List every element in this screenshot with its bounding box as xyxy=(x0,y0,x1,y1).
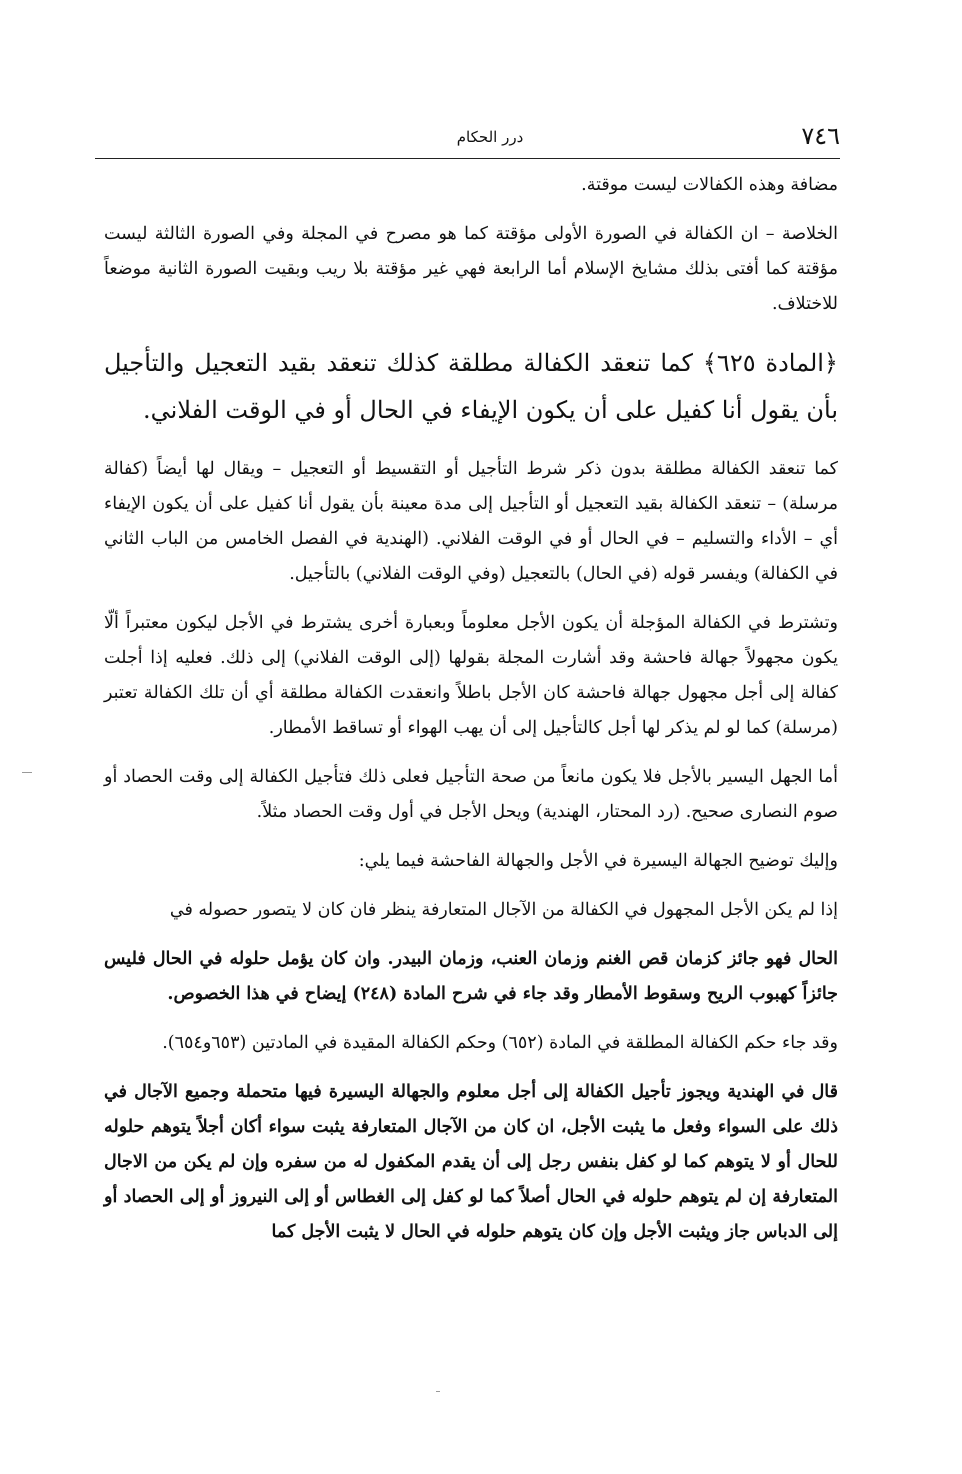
page-number: ٧٤٦ xyxy=(801,122,840,150)
running-title: درر الحكام xyxy=(456,128,524,146)
paragraph-clarification-intro: وإليك توضيح الجهالة اليسيرة في الأجل والجهالة الفاحشة فيما يلي: xyxy=(358,851,838,871)
paragraph-deferred-condition: وتشترط في الكفالة المؤجلة أن يكون الأجل معلوماً وبعبارة أخرى يشترط في الأجل ليكون معتبراً ألّا يكون مجهولاً جهالة فاحشة وقد أشارت المجلة بقولها (إلى الوقت الفلاني) إلى ذلك. فعليه إذا أجلت كفالة إلى أجل مجهول جهالة فاحشة كان الأجل باطلاً وانعقدت الكفالة مطلقة أي أن تلك الكفالة تعتبر (مرسلة) كما لو لم يذكر لها أجل كالتأجيل إلى أن يهب الهواء أو تساقط الأمطار. xyxy=(104,613,838,738)
paragraph-references: وقد جاء حكم الكفالة المطلقة في المادة (٦٥٢) وحكم الكفالة المقيدة في المادتين (٦٥٣و٦٥٤). xyxy=(162,1033,838,1053)
header-rule xyxy=(95,158,840,159)
footer-mark xyxy=(436,1391,440,1392)
article-625: ﴿المادة ٦٢٥﴾ كما تنعقد الكفالة مطلقة كذلك تنعقد بقيد التعجيل والتأجيل بأن يقول أنا كفيل على أن يكون الإيفاء في الحال أو في الوقت الفلاني. xyxy=(104,349,838,424)
paragraph-minor-ignorance: أما الجهل اليسير بالأجل فلا يكون مانعاً من صحة التأجيل فعلى ذلك فتأجيل الكفالة إلى وقت الحصاد أو صوم النصارى صحيح. (رد المحتار، الهندية) ويحل الأجل في أول وقت الحصاد مثلاً. xyxy=(104,767,838,822)
page-header xyxy=(95,118,840,158)
body-text xyxy=(104,168,838,1264)
paragraph-explanation: كما تنعقد الكفالة مطلقة بدون ذكر شرط التأجيل أو التقسيط أو التعجيل – ويقال لها أيضاً (كفالة مرسلة) – تنعقد الكفالة بقيد التعجيل أو التأجيل إلى مدة معينة بأن يقول أنا كفيل على أن يكون الإيفاء أي – الأداء والتسليم – في الحال أو في الوقت الفلاني. (الهندية في الفصل الخامس من الباب الثاني في الكفالة) ويفسر قوله (في الحال) بالتعجيل (وفي الوقت الفلاني) بالتأجيل. xyxy=(104,459,838,584)
paragraph-conclusion: الخلاصة – ان الكفالة في الصورة الأولى مؤقتة كما هو مصرح في المجلة وفي الصورة الثالثة ليست مؤقتة كما أفتى بذلك مشايخ الإسلام أما الرابعة فهي غير مؤقتة بلا ريب وبقيت الصورة الثانية موضعاً للاختلاف. xyxy=(104,224,838,314)
paragraph-unknown-term: إذا لم يكن الأجل المجهول في الكفالة من الآجال المتعارفة ينظر فان كان لا يتصور حصوله في xyxy=(169,900,838,920)
paragraph-examples: الحال فهو جائز كزمان قص الغنم وزمان العنب، وزمان البيدر. وان كان يؤمل حلوله في الحال فليس جائزاً كهبوب الريح وسقوط الأمطار وقد جاء في شرح المادة (٢٤٨) إيضاح في هذا الخصوص. xyxy=(104,949,838,1004)
paragraph-hindiyya: قال في الهندية ويجوز تأجيل الكفالة إلى أجل معلوم والجهالة اليسيرة فيها متحملة وجميع الآجال في ذلك على السواء وفعل ما يثبت الأجل، ان كان من الآجال المتعارفة يثبت سواء أكان أجلاً يتوهم حلوله للحال أو لا يتوهم كما لو كفل بنفس رجل إلى أن يقدم المكفول له من سفره وإن لم يكن من الاجال المتعارفة إن لم يتوهم حلوله في الحال أصلاً كما لو كفل إلى الغطاس أو إلى النيروز أو إلى الحصاد أو إلى الدباس جاز ويثبت الأجل وإن كان يتوهم حلوله في الحال لا يثبت الأجل كما xyxy=(104,1082,838,1242)
paragraph-1: مضافة وهذه الكفالات ليست موقتة. xyxy=(581,175,838,195)
margin-mark xyxy=(22,772,32,773)
